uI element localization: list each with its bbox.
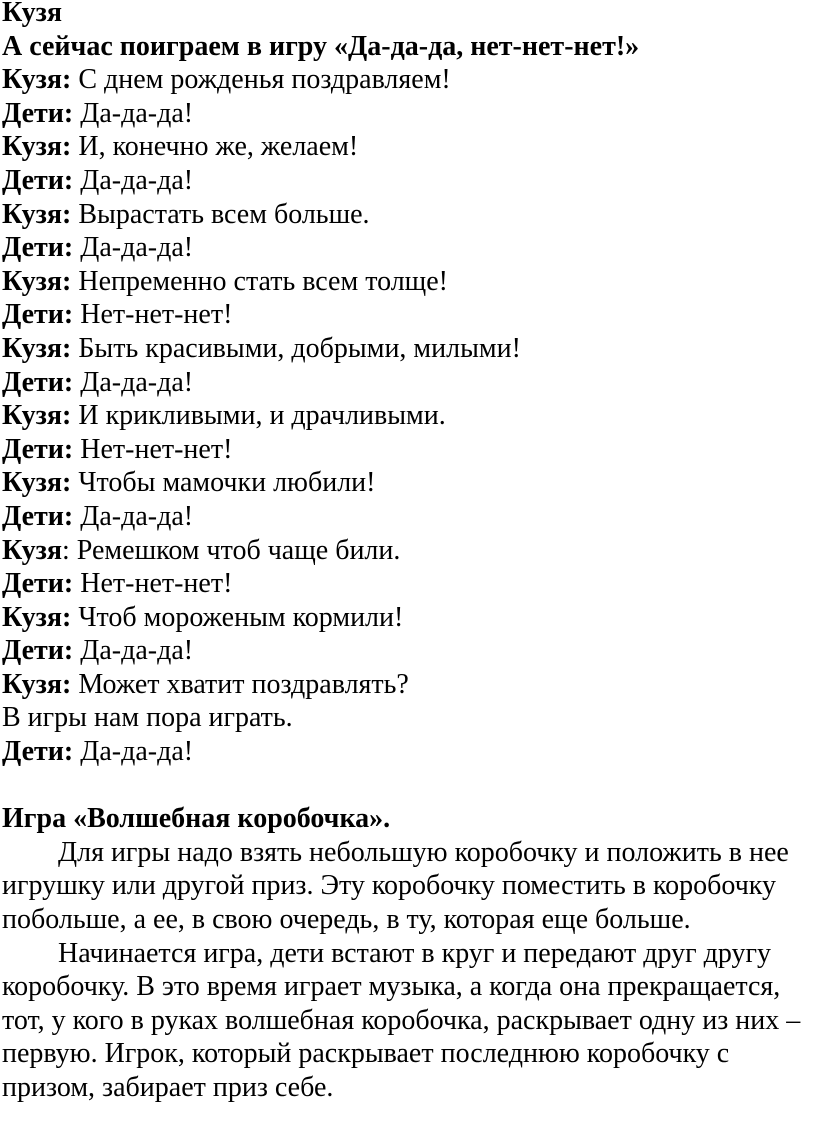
- speaker-label: Кузя: [2, 131, 63, 163]
- character-name: Кузя: [2, 0, 63, 28]
- line-text: Чтоб мороженым кормили!: [71, 601, 404, 633]
- speaker-colon: :: [62, 332, 72, 364]
- dialogue-line: [2, 198, 802, 232]
- dialogue-line: [2, 534, 802, 568]
- speaker-label: Кузя: [2, 400, 63, 432]
- dialogue-line: [2, 735, 802, 769]
- line-text: Чтобы мамочки любили!: [71, 467, 376, 499]
- speaker-label: Дети: [2, 736, 64, 768]
- line-text: Да-да-да!: [73, 232, 194, 264]
- speaker-label: Дети: [2, 366, 64, 398]
- speaker-label: Кузя: [2, 601, 63, 633]
- line-text: Вырастать всем больше.: [71, 198, 370, 230]
- line-text: Да-да-да!: [73, 366, 194, 398]
- dialogue-line: [2, 231, 802, 265]
- line-text: Непременно стать всем толще!: [71, 265, 448, 297]
- speaker-colon: :: [62, 400, 72, 432]
- speaker-colon: :: [63, 164, 74, 196]
- line-text: Может хватит поздравлять?: [71, 668, 409, 700]
- speaker-colon: :: [62, 601, 72, 633]
- line-text: Нет-нет-нет!: [73, 568, 233, 600]
- speaker-colon: :: [62, 668, 72, 700]
- dialogue-line: [2, 298, 802, 332]
- speaker-colon: :: [63, 500, 74, 532]
- blank-line: [2, 769, 802, 803]
- line-text: : Ремешком чтоб чаще били.: [62, 534, 401, 566]
- dialogue-line: [2, 634, 802, 668]
- speaker-colon: :: [62, 265, 72, 297]
- dialogue-line: [2, 97, 802, 131]
- dialogue-line: [2, 433, 802, 467]
- speaker-colon: :: [62, 64, 72, 96]
- dialogue-line: [2, 466, 802, 500]
- dialogue-line: [2, 567, 802, 601]
- speaker-colon: :: [63, 433, 74, 465]
- line-text: В игры нам пора играть.: [2, 702, 293, 734]
- speaker-label: Дети: [2, 500, 64, 532]
- speaker-colon: :: [63, 97, 74, 129]
- line-text: Да-да-да!: [73, 164, 194, 196]
- speaker-colon: :: [62, 131, 72, 163]
- speaker-colon: :: [63, 299, 74, 331]
- line-text: Да-да-да!: [73, 736, 194, 768]
- line-text: Да-да-да!: [73, 97, 194, 129]
- speaker-label: Кузя: [2, 668, 63, 700]
- speaker-colon: :: [63, 232, 74, 264]
- speaker-label: Дети: [2, 164, 64, 196]
- speaker-label: Дети: [2, 433, 64, 465]
- line-text: И, конечно же, желаем!: [71, 131, 359, 163]
- dialogue-line: [2, 701, 802, 735]
- speaker-label: Кузя: [2, 332, 63, 364]
- dialogue-line: [2, 164, 802, 198]
- speaker-colon: :: [63, 366, 74, 398]
- dialogue-line: [2, 366, 802, 400]
- speaker-colon: :: [62, 467, 72, 499]
- dialogue-line: [2, 265, 802, 299]
- dialogue-line: [2, 601, 802, 635]
- line-text: Да-да-да!: [73, 500, 194, 532]
- dialogue-line: [2, 130, 802, 164]
- game-paragraph-2: Начинается игра, дети встают в круг и передают друг другу коробочку. В это время играет музыка, а когда она прекращается, тот, у кого в руках волшебная коробочка, раскрывает одну из них – первую. Игрок, который раскрывает последнюю коробочку с призом, забирает приз себе.: [2, 937, 801, 1103]
- dialogue-block: [2, 63, 802, 768]
- speaker-label: Кузя: [2, 467, 63, 499]
- speaker-label: Дети: [2, 299, 64, 331]
- speaker-label: Кузя: [2, 64, 63, 96]
- dialogue-line: [2, 332, 802, 366]
- speaker-label: Кузя: [2, 534, 63, 566]
- speaker-label: Дети: [2, 568, 64, 600]
- speaker-colon: :: [63, 635, 74, 667]
- dialogue-line: [2, 668, 802, 702]
- speaker-label: Кузя: [2, 198, 63, 230]
- line-text: Нет-нет-нет!: [73, 433, 233, 465]
- dialogue-line: [2, 399, 802, 433]
- line-text: Да-да-да!: [73, 635, 194, 667]
- dialogue-line: [2, 63, 802, 97]
- speaker-label: Кузя: [2, 265, 63, 297]
- line-text: Быть красивыми, добрыми, милыми!: [71, 332, 521, 364]
- line-text: С днем рожденья поздравляем!: [71, 64, 451, 96]
- speaker-label: Дети: [2, 232, 64, 264]
- game-announcement: А сейчас поиграем в игру «Да-да-да, нет-нет-нет!»: [2, 30, 640, 62]
- speaker-colon: :: [63, 736, 74, 768]
- speaker-colon: :: [62, 198, 72, 230]
- document-page: [2, 0, 802, 1105]
- speaker-label: Дети: [2, 97, 64, 129]
- speaker-label: Дети: [2, 635, 64, 667]
- line-text: Нет-нет-нет!: [73, 299, 233, 331]
- game-title: Игра «Волшебная коробочка».: [2, 803, 391, 835]
- dialogue-line: [2, 500, 802, 534]
- speaker-colon: :: [63, 568, 74, 600]
- game-paragraph-1: Для игры надо взять небольшую коробочку и положить в нее игрушку или другой приз. Эту коробочку поместить в коробочку побольше, а ее, в свою очередь, в ту, которая еще больше.: [2, 836, 789, 936]
- line-text: И крикливыми, и драчливыми.: [71, 400, 446, 432]
